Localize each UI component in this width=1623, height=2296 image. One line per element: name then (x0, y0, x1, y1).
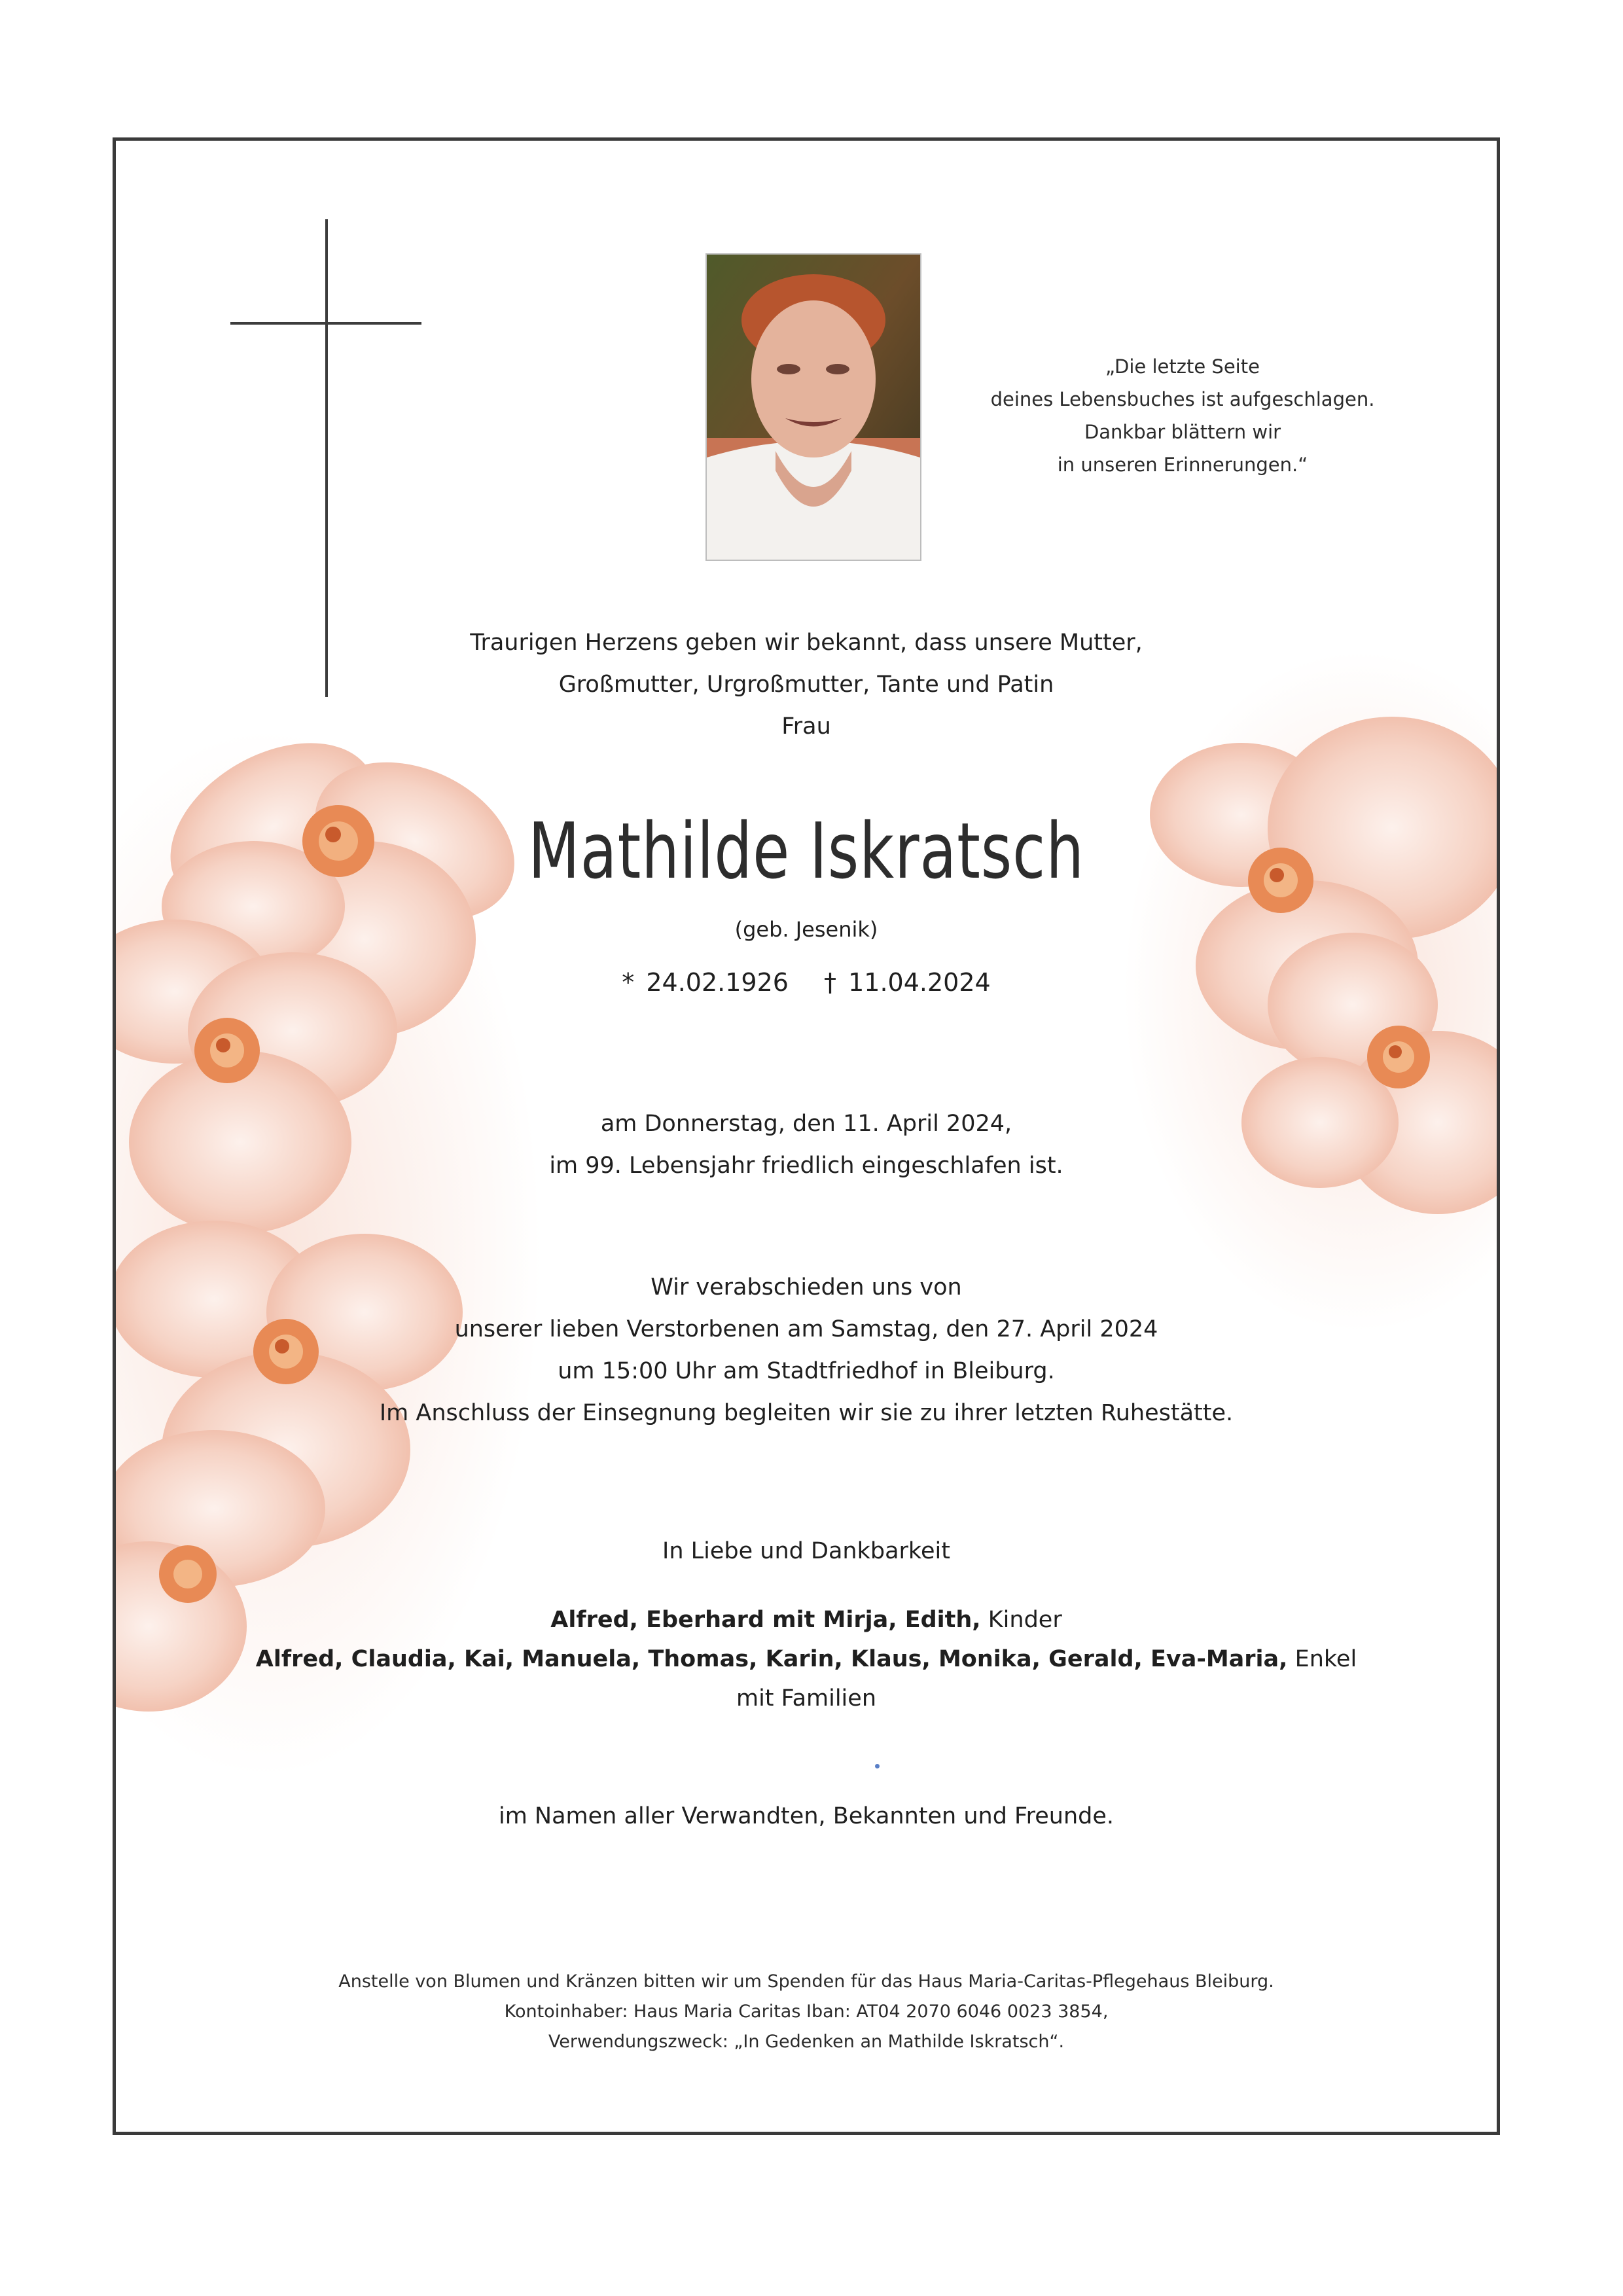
children-names: Alfred, Eberhard mit Mirja, Edith, (550, 1607, 981, 1633)
memorial-quote (967, 350, 1399, 481)
deceased-name: Mathilde Iskratsch (528, 806, 1084, 896)
intro-line: Frau (781, 713, 831, 740)
death-date: † 11.04.2024 (824, 968, 991, 997)
funeral-service (116, 1266, 1497, 1434)
family-list (116, 1600, 1497, 1718)
notice-frame (113, 137, 1500, 2135)
death-notice-line: am Donnerstag, den 11. April 2024, (600, 1111, 1012, 1137)
birth-date: * 24.02.1926 (622, 968, 789, 997)
with-families: mit Familien (736, 1685, 877, 1712)
quote-line: deines Lebensbuches ist aufgeschlagen. (990, 388, 1375, 410)
quote-line: Dankbar blättern wir (1084, 421, 1281, 443)
donation-footer (116, 1967, 1497, 2057)
intro-line: Großmutter, Urgroßmutter, Tante und Patin (558, 672, 1054, 698)
life-dates (116, 964, 1497, 1001)
children-line (116, 1600, 1497, 1640)
children-label: Kinder (980, 1607, 1062, 1633)
service-line: unserer lieben Verstorbenen am Samstag, den 27. April 2024 (454, 1316, 1158, 1342)
footer-line: Anstelle von Blumen und Kränzen bitten wir um Spenden für das Haus Maria-Caritas-Pflegehaus Bleiburg. (338, 1971, 1274, 1992)
footer-line: Kontoinhaber: Haus Maria Caritas Iban: AT04 2070 6046 0023 3854, (504, 2001, 1109, 2022)
service-line: um 15:00 Uhr am Stadtfriedhof in Bleiburg. (558, 1358, 1055, 1384)
quote-line: „Die letzte Seite (1105, 355, 1260, 378)
closing-phrase: In Liebe und Dankbarkeit (662, 1538, 950, 1564)
decorative-dot (875, 1764, 880, 1768)
death-notice (116, 1103, 1497, 1187)
intro-line: Traurigen Herzens geben wir bekannt, dass unsere Mutter, (470, 630, 1143, 656)
portrait-photo (705, 253, 921, 561)
cross-horizontal (230, 322, 421, 325)
quote-line: in unseren Erinnerungen.“ (1057, 454, 1308, 476)
footer-line: Verwendungszweck: „In Gedenken an Mathilde Iskratsch“. (548, 2032, 1065, 2052)
service-line: Wir verabschieden uns von (651, 1274, 962, 1300)
service-line: Im Anschluss der Einsegnung begleiten wir sie zu ihrer letzten Ruhestätte. (379, 1400, 1234, 1426)
grandchildren-names: Alfred, Claudia, Kai, Manuela, Thomas, Karin, Klaus, Monika, Gerald, Eva-Maria, (255, 1646, 1288, 1672)
grandchildren-label: Enkel (1287, 1646, 1357, 1672)
grandchildren-line (116, 1640, 1497, 1679)
maiden-name: (geb. Jesenik) (734, 917, 878, 942)
announcement-intro (116, 622, 1497, 747)
death-notice-line: im 99. Lebensjahr friedlich eingeschlafen ist. (549, 1153, 1063, 1179)
on-behalf-line: im Namen aller Verwandten, Bekannten und Freunde. (498, 1803, 1115, 1829)
